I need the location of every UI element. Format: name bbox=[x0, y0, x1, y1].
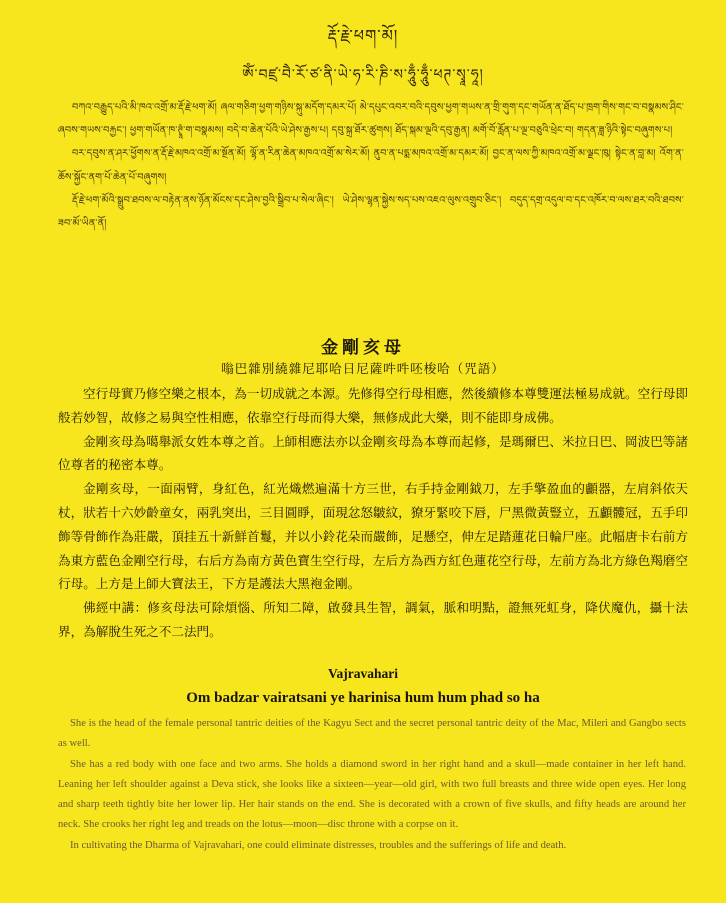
chinese-paragraph: 空行母實乃修空樂之根本，為一切成就之本源。先修得空行母相應，然後續修本尊雙運法極易成就。空行母即般若妙智，故修之易與空性相應，依靠空行母而得大樂，無修成此大樂，則不能即身成佛。 bbox=[58, 386, 688, 425]
english-paragraph: She is the head of the female personal tantric deities of the Kagyu Sect and the secret personal tantric deity of the Mac, Mileri and Gangbo sects as well. bbox=[58, 718, 686, 750]
tibetan-title: རྡོ་རྗེ་ཕག་མོ། bbox=[327, 26, 399, 45]
chinese-paragraph: 金剛亥母，一面兩臂，身紅色，紅光熾燃遍滿十方三世，右手持金剛鉞刀，左手擎盈血的顱器，左肩斜依天杖，狀若十六妙齡童女，兩乳突出，三目圓睜，面現忿怒皺紋，獠牙緊咬下唇，尸黑微黃豎立，五顱髏冠，五手印飾等骨飾作為莊嚴，頂挂五十新鮮首鬘，并以小鈴花朵而嚴飾，足懸空，伸左足踏蓮花日輪尸座。此幅唐卡右前方為東方藍色金剛空行母，右后方為南方黃色寶生空行母，左后方為西方紅色蓮花空行母，左前方為北方綠色羯磨空行母。上方是上師大寶法王，下方是護法大黑袍金剛。 bbox=[58, 481, 688, 592]
tibetan-body bbox=[58, 96, 684, 235]
chinese-body bbox=[58, 382, 688, 644]
english-title: Vajravahari bbox=[328, 666, 398, 681]
english-subtitle: Om badzar vairatsani ye harinisa hum hum phad so ha bbox=[186, 690, 540, 706]
english-body bbox=[58, 714, 686, 856]
chinese-title: 金剛亥母 bbox=[321, 338, 405, 358]
tibetan-paragraph: བཀའ་བརྒྱུད་པའི་མི་ཁའ་འགྲོ་མ་རྡོ་རྗེ་ཕག་མོ། ཞལ་གཅིག་ཕྱག་གཉིས་སྐུ་མདོག་དམར་པོ། མེ་དཔུང་འབར་བའི་དབུས་ཕྱག་གཡས་ན་གྲི་གུག་དང་གཡོན་ན་ཐོད་པ་ཁྲག་གིས་གང་བ་བསྣམས་ཤིང་ཞབས་གཡས་བརྐྱང་། ཕྱག་གཡོན་ཁ་ཊྭཱཾ་ག་བསྣམས། བདེ་བ་ཆེན་པོའི་ཡེ་ཤེས་རྒྱས་པ། དབུ་སྐྲ་ཐོར་ཚུགས། ཐོད་སྐམ་ལྔའི་དབུ་རྒྱན། མགོ་བོ་རློན་པ་ལྔ་བཅུའི་ཕྲེང་བ། གདན་ཟླ་ཉིའི་སྟེང་བཞུགས་པ། bbox=[58, 102, 684, 137]
english-paragraph: She has a red body with one face and two arms. She holds a diamond sword in her right hand and a skull—made container in her left hand. Leaning her left shoulder against a Deva stick, she looks like a sixteen—year—old girl, with two full breasts and three wide open eyes. Her long and sharp teeth tightly bite her lower lip. Her hair stands on the end. She is decorated with a crown of five skulls, and fifty heads are around her neck. She crooks her right leg and treads on the lotus—moon—disc throne with a corpse on it. bbox=[58, 758, 686, 831]
tibetan-paragraph: བར་དབུས་ན་ཤར་ཕྱོགས་ན་རྡོ་རྗེ་མཁའ་འགྲོ་མ་སྔོན་མོ། ལྷོ་ན་རིན་ཆེན་མཁའ་འགྲོ་མ་སེར་མོ། ནུབ་ན་པདྨ་མཁའ་འགྲོ་མ་དམར་མོ། བྱང་ན་ལས་ཀྱི་མཁའ་འགྲོ་མ་ལྗང་ཁུ། སྟེང་ན་བླ་མ། འོག་ན་ཆོས་སྐྱོང་ནག་པོ་ཆེན་པོ་བཞུགས། bbox=[58, 148, 684, 183]
chinese-paragraph: 金剛亥母為噶舉派女姓本尊之首。上師相應法亦以金剛亥母為本尊而起修，是瑪爾巴、米拉日巴、岡波巴等諸位尊者的秘密本尊。 bbox=[58, 433, 688, 473]
tibetan-mantra: ཨོཾ་བཛྲ་བཻ་རོ་ཙ་ནི་ཡེ་ཧ་རི་ཎི་ས་ཧཱུྃ་ཧཱུྃ་ཕཊ་སྭཱ་ཧཱ། bbox=[242, 67, 484, 83]
chinese-subtitle: 嗡巴雜別繞雜尼耶哈日尼薩吽吽呸梭哈（咒語） bbox=[221, 361, 505, 376]
english-paragraph: In cultivating the Dharma of Vajravahari, one could eliminate distresses, troubles and the sufferings of life and death. bbox=[70, 839, 567, 851]
chinese-paragraph: 佛經中講：修亥母法可除煩惱、所知二障，啟發具生智，調氣，脈和明點，證無死虹身，降伏魔仇，攝十法界，為解脫生死之不二法門。 bbox=[58, 600, 688, 639]
tibetan-paragraph: རྡོ་རྗེ་ཕག་མོའི་སྒྲུབ་ཐབས་ལ་བརྟེན་ནས་ཉོན་མོངས་དང་ཤེས་བྱའི་སྒྲིབ་པ་སེལ་ཞིང་། ཡེ་ཤེས་ལྷན་སྐྱེས་སད་པས་འཇའ་ལུས་འགྲུབ་ཅིང་། བདུད་དགྲ་འདུལ་བ་དང་འཁོར་བ་ལས་ཐར་བའི་ཐབས་ཟབ་མོ་ཡིན་ནོ། bbox=[58, 194, 684, 230]
